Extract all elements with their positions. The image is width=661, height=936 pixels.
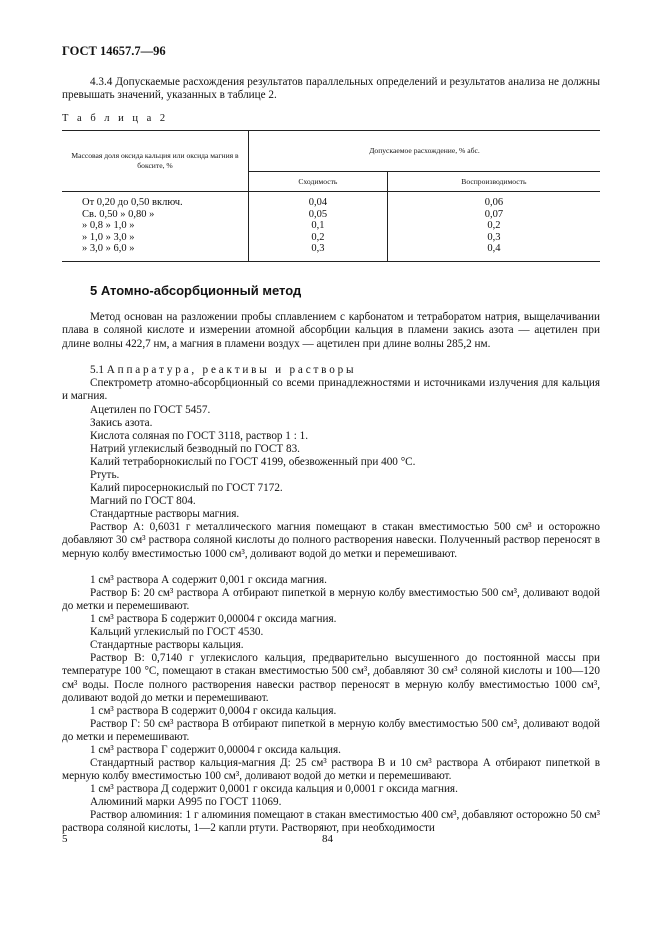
solution-d-contains: 1 см³ раствора Д содержит 0,0001 г оксида кальция и 0,0001 г оксида магния. xyxy=(90,783,458,795)
reagent-line: Калий тетраборнокислый по ГОСТ 4199, обезвоженный при 400 °С. xyxy=(90,456,416,468)
page-number-left: 5 xyxy=(62,833,68,845)
convergence-cell: 0,04 xyxy=(308,197,328,208)
solution-g-contains: 1 см³ раствора Г содержит 0,00004 г оксида кальция. xyxy=(90,744,341,756)
col1-header: Массовая доля оксида кальция или оксида магния в боксите, % xyxy=(62,131,249,192)
solution-b-paragraph: Раствор Б: 20 см³ раствора А отбирают пипеткой в мерную колбу вместимостью 500 см³, доливают водой до метки и перемешивают. xyxy=(62,587,600,613)
range-cell: » 3,0 » 6,0 » xyxy=(82,243,135,255)
col3-header: Воспроизводимость xyxy=(387,172,600,192)
range-cell: От 0,20 до 0,50 включ. xyxy=(82,197,183,208)
range-cell: » 1,0 » 3,0 » xyxy=(82,231,135,243)
reproducibility-cell: 0,2 xyxy=(487,220,501,232)
table-2 xyxy=(62,130,600,262)
solution-a-contains: 1 см³ раствора А содержит 0,001 г оксида магния. xyxy=(90,574,327,586)
subsection-5-1-heading: 5.1 А п п а р а т у р а , р е а к т и в ы и р а с т в о р ы xyxy=(90,364,354,376)
solution-d-paragraph: Стандартный раствор кальция-магния Д: 25 см³ раствора В и 10 см³ раствора А отбирают пипеткой в мерную колбу вместимостью 100 см³, доливают водой до метки и перемешивают. xyxy=(62,757,600,783)
reagent-line: Ацетилен по ГОСТ 5457. xyxy=(90,404,211,416)
reagent-line: Алюминий марки А995 по ГОСТ 11069. xyxy=(90,796,282,808)
reagent-line: Натрий углекислый безводный по ГОСТ 83. xyxy=(90,443,300,455)
spectrometer-paragraph: Спектрометр атомно-абсорбционный со всеми принадлежностями и источниками излучения для кальция и магния. xyxy=(62,377,600,403)
reproducibility-cell: 0,06 xyxy=(484,197,504,208)
method-paragraph: Метод основан на разложении пробы сплавлением с карбонатом и тетраборатом натрия, выщелачивании плава в соляной кислоте и измерении атомной абсорбции кальция в пламени закись азота — ацетилен при длине волны 422,7 нм, а магния в пламени воздух — ацетилен при длине волны 285,2 нм. xyxy=(62,311,600,350)
reagent-line: Кислота соляная по ГОСТ 3118, раствор 1 : 1. xyxy=(90,430,308,442)
reproducibility-column xyxy=(387,192,600,262)
solution-v-contains: 1 см³ раствора В содержит 0,0004 г оксида кальция. xyxy=(90,705,337,717)
solution-b-contains: 1 см³ раствора Б содержит 0,00004 г оксида магния. xyxy=(90,613,337,625)
table-caption: Т а б л и ц а 2 xyxy=(62,113,169,124)
convergence-cell: 0,05 xyxy=(308,208,328,220)
convergence-cell: 0,2 xyxy=(311,231,325,243)
range-cell: » 0,8 » 1,0 » xyxy=(82,220,135,232)
reagent-line: Кальций углекислый по ГОСТ 4530. xyxy=(90,626,264,638)
convergence-cell: 0,3 xyxy=(311,243,325,255)
convergence-column xyxy=(249,192,388,262)
section-5-title: 5 Атомно-абсорбционный метод xyxy=(90,283,302,298)
aluminium-solution-paragraph: Раствор алюминия: 1 г алюминия помещают в стакан вместимостью 400 см³, добавляют осторожно 50 см³ раствора соляной кислоты, 1—2 капли ртути. Растворяют, при необходимости xyxy=(62,809,600,835)
range-cell: Св. 0,50 » 0,80 » xyxy=(82,208,155,220)
reagent-line: Калий пиросернокислый по ГОСТ 7172. xyxy=(90,482,283,494)
reagent-line: Стандартные растворы магния. xyxy=(90,508,240,520)
page-number-center: 84 xyxy=(322,833,333,845)
reagent-line: Магний по ГОСТ 804. xyxy=(90,495,196,507)
solution-g-paragraph: Раствор Г: 50 см³ раствора В отбирают пипеткой в мерную колбу вместимостью 500 см³, доливают водой до метки и перемешивают. xyxy=(62,718,600,744)
col-group-header: Допускаемое расхождение, % абс. xyxy=(249,131,601,172)
reproducibility-cell: 0,4 xyxy=(487,243,501,255)
reagent-line: Стандартные растворы кальция. xyxy=(90,639,244,651)
range-column xyxy=(62,192,249,262)
intro-paragraph: 4.3.4 Допускаемые расхождения результатов параллельных определений и результатов анализа не должны превышать значений, указанных в таблице 2. xyxy=(62,76,600,102)
solution-a-paragraph: Раствор А: 0,6031 г металлического магния помещают в стакан вместимостью 500 см³ и осторожно добавляют 30 см³ раствора соляной кислоты до полного растворения навески. Полученный раствор переносят в мерную колбу вместимостью 1000 см³, доливают водой до метки и перемешивают. xyxy=(62,521,600,560)
reproducibility-cell: 0,3 xyxy=(487,231,501,243)
reproducibility-cell: 0,07 xyxy=(484,208,504,220)
document-number: ГОСТ 14657.7—96 xyxy=(62,44,166,58)
reagent-line: Закись азота. xyxy=(90,417,153,429)
col2-header: Сходимость xyxy=(249,172,388,192)
reagent-line: Ртуть. xyxy=(90,469,120,481)
solution-v-paragraph: Раствор В: 0,7140 г углекислого кальция, предварительно высушенного до постоянной массы при температуре 100 °С, помещают в стакан вместимостью 500 см³, добавляют 30 см³ соляной кислоты и 100—120 см³ воды. После полного растворения навески раствор переносят в мерную колбу вместимостью 1000 см³, доливают водой до метки и перемешивают. xyxy=(62,652,600,705)
convergence-cell: 0,1 xyxy=(311,220,325,232)
